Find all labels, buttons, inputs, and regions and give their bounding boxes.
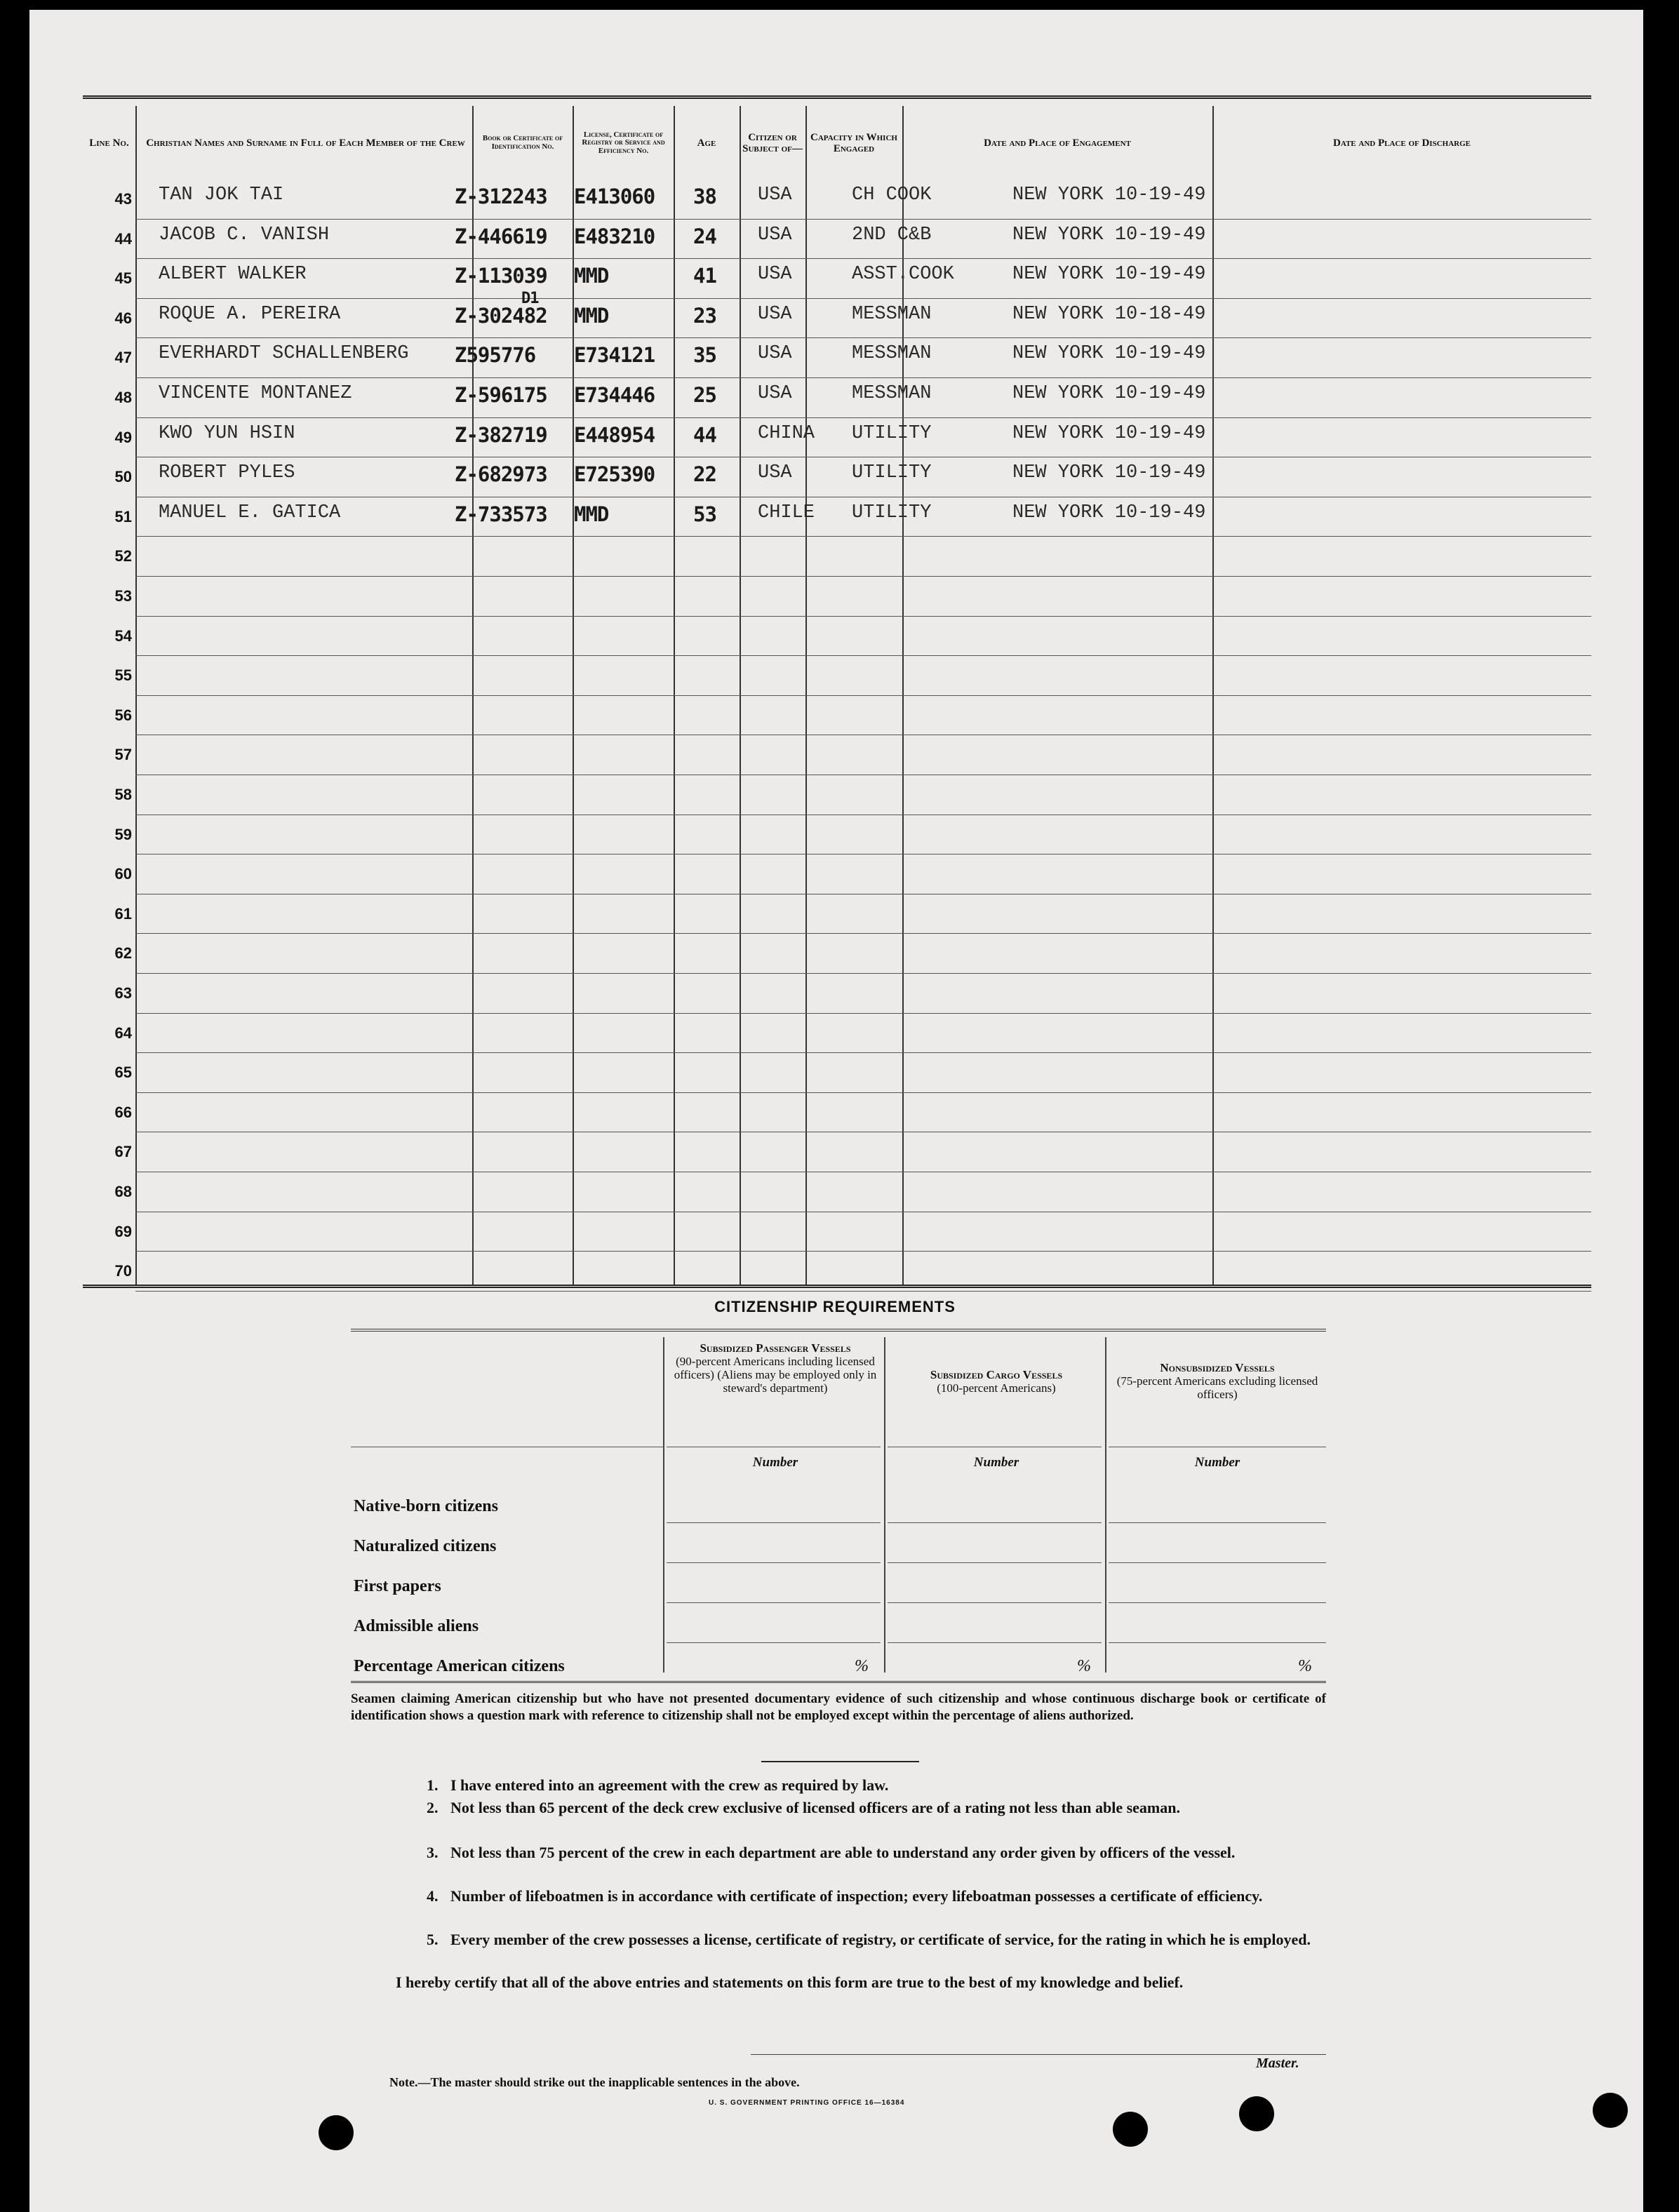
master-label: Master. — [1256, 2056, 1299, 2071]
rule — [351, 1681, 1326, 1683]
statement-3: 3. Not less than 75 percent of the crew in each department are able to understand any order given by officers of the vessel. — [427, 1844, 1236, 1861]
binder-hole — [1593, 2093, 1628, 2128]
header-engagement: Date and Place of Engagement — [984, 137, 1131, 149]
header-book: Book or Certificate of Identification No. — [482, 134, 563, 151]
crew-age: 22 — [693, 462, 716, 487]
master-signature-line[interactable] — [751, 2054, 1326, 2055]
row-rule — [135, 695, 1591, 696]
binder-hole — [1239, 2096, 1274, 2131]
crew-engagement: NEW YORK 10-19-49 — [1012, 383, 1206, 404]
line-number: 59 — [114, 825, 132, 843]
line-number: 54 — [114, 626, 132, 645]
header-license: License, Certificate of Registry or Service and Efficiency No. — [582, 130, 665, 155]
line-number: 44 — [114, 229, 132, 248]
line-number: 49 — [114, 428, 132, 446]
rule — [667, 1602, 881, 1603]
rule — [667, 1642, 881, 1643]
crew-age: 24 — [693, 224, 716, 248]
line-number: 61 — [114, 904, 132, 923]
crew-license-no: E413060 — [574, 185, 655, 208]
crew-citizen: USA — [758, 462, 792, 484]
crew-book-no: Z-302482 — [455, 303, 547, 328]
binder-hole — [319, 2115, 354, 2150]
crew-name: KWO YUN HSIN — [159, 422, 295, 444]
separator — [761, 1761, 919, 1762]
line-number: 68 — [114, 1183, 132, 1200]
crew-name: ROBERT PYLES — [159, 462, 295, 484]
rule — [1109, 1522, 1326, 1523]
col-passenger-header — [670, 1341, 881, 1395]
crew-citizen: USA — [758, 185, 792, 206]
crew-book-no: Z-382719 — [455, 422, 547, 447]
crew-book-no: Z-682973 — [455, 462, 547, 487]
line-number: 56 — [114, 706, 132, 724]
crew-engagement: NEW YORK 10-19-49 — [1012, 502, 1206, 523]
crew-age: 41 — [693, 264, 716, 288]
row-rule — [135, 933, 1591, 934]
line-number: 70 — [114, 1262, 132, 1280]
crew-engagement: NEW YORK 10-19-49 — [1012, 224, 1206, 246]
rule — [888, 1522, 1102, 1523]
crew-age: 25 — [693, 383, 716, 407]
col-cargo-title: Subsidized Cargo Vessels — [930, 1368, 1063, 1381]
crew-citizen: USA — [758, 303, 792, 325]
crew-engagement: NEW YORK 10-19-49 — [1012, 343, 1206, 365]
line-number: 55 — [114, 666, 132, 685]
rule — [667, 1562, 881, 1563]
citizenship-title: CITIZENSHIP REQUIREMENTS — [714, 1298, 956, 1315]
crew-license-no: MMD — [574, 303, 609, 328]
header-age: Age — [697, 137, 716, 149]
row-rule — [135, 1291, 1591, 1292]
crew-citizen: USA — [758, 343, 792, 365]
line-number: 47 — [114, 349, 132, 367]
header-name: Christian Names and Surname in Full of Each Member of the Crew — [146, 137, 465, 149]
line-number: 57 — [114, 746, 132, 764]
statement-4: 4. Number of lifeboatmen is in accordance with certificate of inspection; every lifeboatman possesses a certificate of efficiency. — [427, 1887, 1263, 1905]
crew-capacity: 2ND C&B — [852, 224, 932, 246]
column-divider — [884, 1337, 885, 1673]
col-cargo-detail: (100-percent Americans) — [937, 1381, 1056, 1395]
column-divider — [663, 1337, 664, 1673]
col-nonsubsidized-title: Nonsubsidized Vessels — [1160, 1361, 1275, 1374]
footnote: Note.—The master should strike out the inapplicable sentences in the above. — [389, 2075, 800, 2089]
line-number: 65 — [114, 1064, 132, 1082]
crew-age: 23 — [693, 303, 716, 328]
row-rule — [135, 219, 1591, 220]
crew-engagement: NEW YORK 10-19-49 — [1012, 462, 1206, 484]
crew-license-no: E448954 — [574, 422, 655, 447]
row-rule — [135, 1052, 1591, 1053]
crew-book-no: Z-446619 — [455, 224, 547, 248]
rule — [888, 1602, 1102, 1603]
header-citizen: Citizen or Subject of— — [742, 131, 803, 154]
crew-book-no: Z-312243 — [455, 185, 547, 208]
rule — [888, 1562, 1102, 1563]
row-rule — [135, 1092, 1591, 1093]
line-number: 66 — [114, 1103, 132, 1121]
col-passenger-detail: (90-percent Americans including licensed officers) (Aliens may be employed only in steward's department) — [674, 1355, 877, 1395]
crew-age: 38 — [693, 185, 716, 208]
crew-name: ROQUE A. PEREIRA — [159, 303, 341, 325]
crew-capacity: UTILITY — [852, 502, 932, 523]
crew-citizen: USA — [758, 224, 792, 246]
row-rule — [135, 417, 1591, 418]
header-line-no: Line No. — [89, 137, 129, 149]
crew-name: EVERHARDT SCHALLENBERG — [159, 343, 409, 365]
printer-line: U. S. GOVERNMENT PRINTING OFFICE 16—16384 — [709, 2099, 905, 2107]
row-rule — [135, 973, 1591, 974]
row-rule — [135, 377, 1591, 378]
line-number: 69 — [114, 1222, 132, 1240]
rule — [1109, 1602, 1326, 1603]
column-divider — [1105, 1337, 1106, 1673]
crew-engagement: NEW YORK 10-19-49 — [1012, 185, 1206, 206]
crew-engagement: NEW YORK 10-19-49 — [1012, 264, 1206, 286]
line-number: 64 — [114, 1024, 132, 1042]
crew-book-no: Z-733573 — [455, 502, 547, 526]
crew-book-no: Z-596175 — [455, 383, 547, 407]
row-rule — [135, 576, 1591, 577]
statement-5: 5. Every member of the crew possesses a license, certificate of registry, or certificate of service, for the rating in which he is employed. — [427, 1931, 1311, 1948]
crew-capacity: MESSMAN — [852, 343, 932, 365]
crew-license-no: E734446 — [574, 383, 655, 407]
crew-capacity: CH COOK — [852, 185, 932, 206]
row-rule — [135, 298, 1591, 299]
line-number: 52 — [114, 547, 132, 565]
crew-capacity: MESSMAN — [852, 383, 932, 404]
crew-citizen: CHINA — [758, 422, 815, 444]
row-admissible-aliens: Admissible aliens — [354, 1617, 479, 1635]
col-cargo-header — [891, 1368, 1102, 1395]
book-annotation: D1 — [521, 289, 539, 307]
row-rule — [135, 536, 1591, 537]
header-discharge: Date and Place of Discharge — [1333, 137, 1471, 149]
line-number: 50 — [114, 468, 132, 486]
row-first-papers: First papers — [354, 1577, 441, 1595]
crew-name: ALBERT WALKER — [159, 264, 307, 286]
crew-age: 44 — [693, 422, 716, 447]
line-number: 48 — [114, 389, 132, 406]
crew-name: VINCENTE MONTANEZ — [159, 383, 352, 404]
crew-age: 35 — [693, 343, 716, 368]
row-rule — [135, 616, 1591, 617]
crew-license-no: E734121 — [574, 343, 655, 368]
number-label: Number — [1194, 1455, 1240, 1470]
rule — [667, 1522, 881, 1523]
percent-sign: % — [1298, 1657, 1312, 1675]
percent-sign: % — [855, 1657, 869, 1675]
crew-table — [83, 95, 1591, 1288]
citizenship-table — [351, 1329, 1326, 1682]
row-rule — [135, 258, 1591, 259]
crew-citizen: CHILE — [758, 502, 815, 523]
line-number: 60 — [114, 865, 132, 883]
crew-capacity: MESSMAN — [852, 303, 932, 325]
crew-book-no: Z-113039 — [455, 264, 547, 288]
crew-citizen: USA — [758, 383, 792, 404]
line-number: 45 — [114, 269, 132, 288]
col-passenger-title: Subsidized Passenger Vessels — [700, 1341, 851, 1355]
crew-license-no: E725390 — [574, 462, 655, 487]
col-nonsubsidized-detail: (75-percent Americans excluding licensed officers) — [1116, 1374, 1318, 1402]
crew-license-no: MMD — [574, 264, 609, 288]
row-rule — [135, 337, 1591, 338]
row-rule — [135, 655, 1591, 656]
row-percentage: Percentage American citizens — [354, 1657, 565, 1675]
row-rule — [135, 1251, 1591, 1252]
line-number: 58 — [114, 786, 132, 803]
statement-1: 1. I have entered into an agreement with the crew as required by law. — [427, 1776, 889, 1794]
rule — [1109, 1562, 1326, 1563]
certification-text: I hereby certify that all of the above entries and statements on this form are true to the best of my knowledge and belief. — [396, 1973, 1184, 1991]
rule — [888, 1642, 1102, 1643]
crew-name: MANUEL E. GATICA — [159, 502, 341, 523]
crew-capacity: ASST.COOK — [852, 264, 954, 286]
line-number: 43 — [114, 190, 132, 208]
line-number: 62 — [114, 944, 132, 963]
line-number: 63 — [114, 984, 132, 1002]
rule — [1109, 1642, 1326, 1643]
crew-age: 53 — [693, 502, 716, 526]
statement-2: 2. Not less than 65 percent of the deck crew exclusive of licensed officers are of a rating not less than able seaman. — [427, 1799, 1180, 1816]
crew-capacity: UTILITY — [852, 462, 932, 484]
crew-capacity: UTILITY — [852, 422, 932, 444]
row-rule — [135, 1013, 1591, 1014]
crew-license-no: MMD — [574, 502, 609, 526]
percent-sign: % — [1077, 1657, 1091, 1675]
line-number: 67 — [114, 1143, 132, 1161]
crew-license-no: E483210 — [574, 224, 655, 248]
row-naturalized: Naturalized citizens — [354, 1537, 497, 1555]
crew-name: TAN JOK TAI — [159, 185, 284, 206]
seamen-note: Seamen claiming American citizenship but who have not presented documentary evidence of such citizenship and whose continuous discharge book or certificate of identification shows a question mark with reference to citizenship shall not be employed except within the percentage of aliens authorized. — [351, 1691, 1326, 1723]
number-label: Number — [752, 1455, 798, 1470]
crew-book-no: Z595776 — [455, 343, 536, 368]
binder-hole — [1113, 2112, 1148, 2147]
crew-name: JACOB C. VANISH — [159, 224, 330, 246]
col-nonsubsidized-header — [1112, 1361, 1323, 1401]
crew-citizen: USA — [758, 264, 792, 286]
number-label: Number — [973, 1455, 1019, 1470]
row-native-born: Native-born citizens — [354, 1497, 498, 1515]
line-number: 53 — [114, 587, 132, 605]
crew-engagement: NEW YORK 10-19-49 — [1012, 422, 1206, 444]
header-capacity: Capacity in Which Engaged — [810, 131, 897, 154]
crew-engagement: NEW YORK 10-18-49 — [1012, 303, 1206, 325]
line-number: 46 — [114, 309, 132, 327]
line-number: 51 — [114, 507, 132, 525]
